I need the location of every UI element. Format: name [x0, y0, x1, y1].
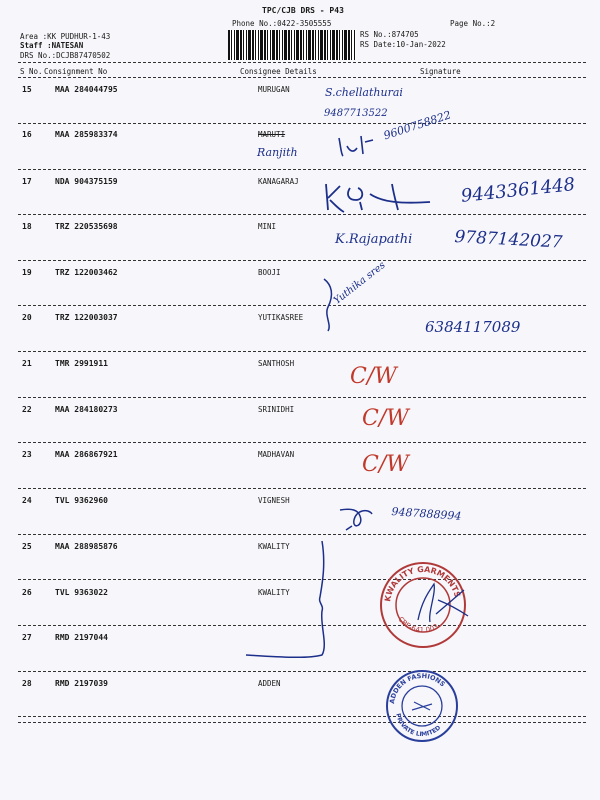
row-divider — [18, 305, 586, 306]
handwritten-phone: 9443361448 — [460, 174, 577, 207]
table-row: 18 TRZ 220535698 MINI — [22, 222, 277, 231]
svg-text:ADDEN FASHIONS: ADDEN FASHIONS — [388, 671, 447, 705]
rs-number: RS No.:874705 — [360, 30, 419, 39]
staff-label: Staff :NATESAN — [20, 41, 84, 50]
signature-text: Yuthika sres — [332, 259, 388, 307]
area-label: Area :KK PUDHUR-1-43 — [20, 32, 111, 41]
care-of-mark: C/W — [362, 406, 409, 431]
table-row: 23 MAA 286867921 MADHAVAN — [22, 450, 295, 459]
header-divider — [18, 62, 586, 63]
col-consignee: Consignee Details — [240, 67, 317, 76]
row-divider — [18, 397, 586, 398]
table-row: 15 MAA 284044795 MURUGAN — [22, 85, 290, 94]
signature-scribble — [338, 500, 382, 534]
svg-text:CBE-641 003: CBE-641 003 — [396, 615, 440, 635]
table-row: 25 MAA 288985876 KWALITY — [22, 542, 290, 551]
rs-date: RS Date:10-Jan-2022 — [360, 40, 446, 49]
table-row: 16 MAA 285983374 MARUTI — [22, 130, 286, 139]
table-row: 17 NDA 904375159 KANAGARAJ — [22, 177, 299, 186]
company-stamp-adden — [384, 668, 460, 744]
row-divider — [18, 442, 586, 443]
table-row: 26 TVL 9363022 KWALITY — [22, 588, 290, 597]
row-divider — [18, 351, 586, 352]
row-divider — [18, 488, 586, 489]
table-row: 19 TRZ 122003462 BOOJI — [22, 268, 281, 277]
row-divider — [18, 671, 586, 672]
drs-title: TPC/CJB DRS - P43 — [262, 6, 344, 15]
row-divider — [18, 716, 586, 717]
phone-number: Phone No.:0422-3505555 — [232, 19, 332, 28]
row-divider — [18, 169, 586, 170]
signature-text: K.Rajapathi — [335, 232, 413, 247]
column-divider — [18, 77, 586, 78]
handwritten-phone: 9787142027 — [453, 227, 564, 253]
signature-text: Ranjith — [257, 146, 298, 159]
drs-number: DRS No.:DCJB87470502 — [20, 51, 111, 60]
svg-text:PRIVATE LIMITED: PRIVATE LIMITED — [394, 712, 443, 739]
svg-text:KWALITY GARMENTS: KWALITY GARMENTS — [383, 564, 463, 603]
row-divider — [18, 214, 586, 215]
handwritten-phone: 9487888994 — [391, 505, 462, 523]
row-divider — [18, 123, 586, 124]
handwritten-phone: 6384117089 — [425, 318, 521, 336]
signature-scribble — [320, 180, 440, 216]
col-consignment: Consignment No — [44, 67, 108, 76]
table-row: 27 RMD 2197044 — [22, 633, 108, 642]
bracket-mark — [318, 275, 348, 335]
table-row: 28 RMD 2197039 ADDEN — [22, 679, 281, 688]
col-sno: S No. — [20, 67, 43, 76]
handwritten-phone: 9600758822 — [382, 108, 453, 143]
care-of-mark: C/W — [362, 452, 409, 477]
table-row: 24 TVL 9362960 VIGNESH — [22, 496, 290, 505]
company-stamp-kwality — [378, 560, 468, 650]
table-row: 20 TRZ 122003037 YUTIKASREE — [22, 313, 304, 322]
col-signature: Signature — [420, 67, 461, 76]
care-of-mark: C/W — [350, 364, 397, 389]
page-number: Page No.:2 — [450, 19, 496, 28]
bracket-mark — [238, 535, 338, 670]
table-row: 22 MAA 284180273 SRINIDHI — [22, 405, 295, 414]
row-divider — [18, 260, 586, 261]
signature-scribble — [335, 128, 375, 160]
table-row: 21 TMR 2991911 SANTHOSH — [22, 359, 295, 368]
signature-text: S.chellathurai — [325, 86, 403, 99]
barcode — [228, 30, 356, 60]
row-divider — [18, 722, 586, 723]
handwritten-phone: 9487713522 — [324, 108, 388, 119]
